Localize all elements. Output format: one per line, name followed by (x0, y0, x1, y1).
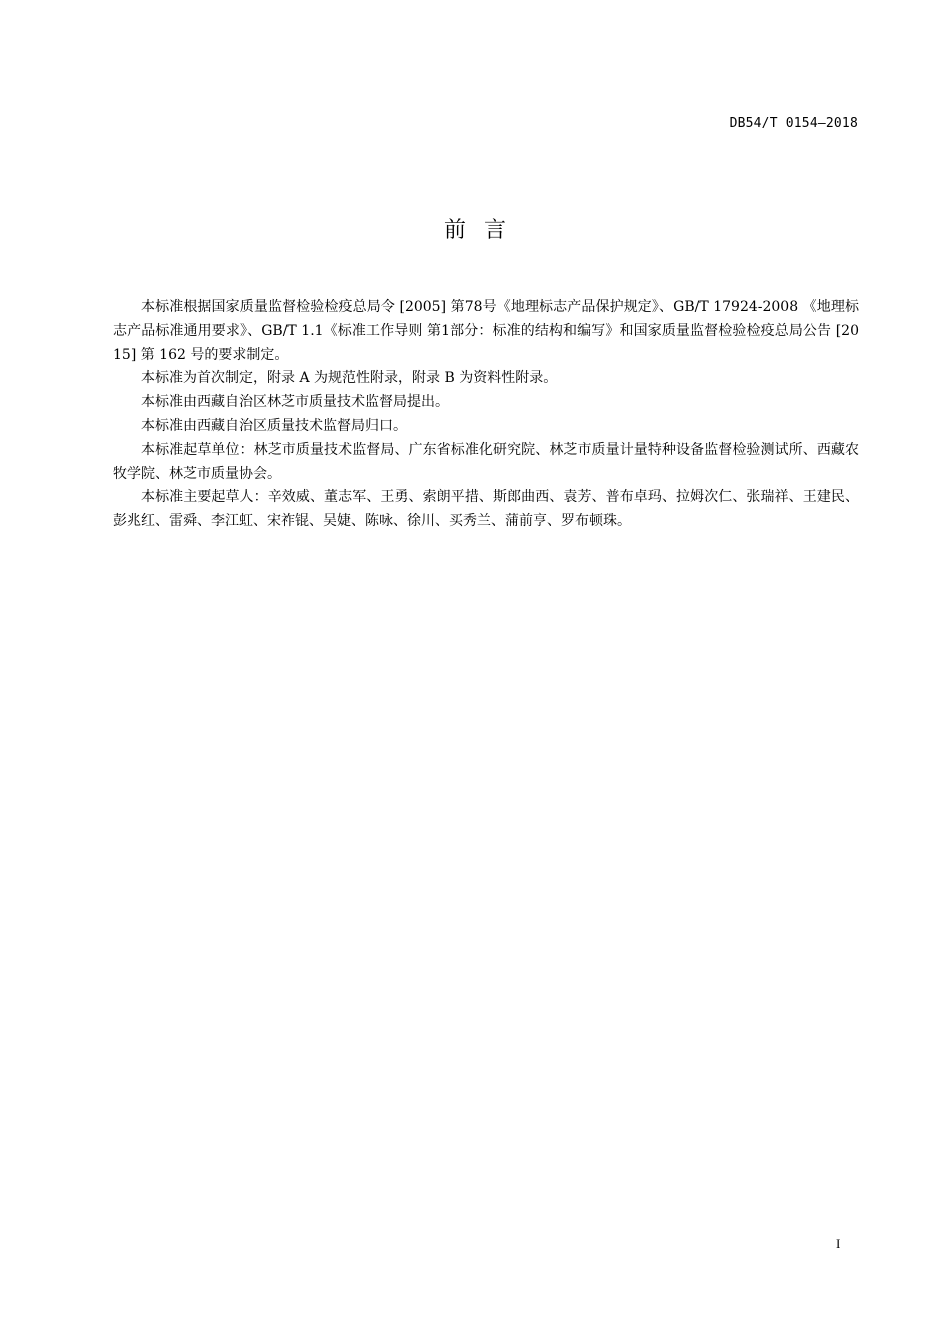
paragraph-basis: 本标准根据国家质量监督检验检疫总局令 [2005] 第78号《地理标志产品保护规定》、GB/T 17924-2008 《地理标志产品标准通用要求》、GB/T 1.1《标准工作导则 第1部分：标准的结构和编写》和国家质量监督检验检疫总局公告 [2015] 第 162 号的要求制定。 (113, 299, 859, 363)
page-number: I (836, 1236, 841, 1251)
paragraph-drafting-units: 本标准起草单位：林芝市质量技术监督局、广东省标准化研究院、林芝市质量计量特种设备监督检验测试所、西藏农牧学院、林芝市质量协会。 (113, 441, 859, 482)
paragraph-proposer: 本标准由西藏自治区林芝市质量技术监督局提出。 (141, 394, 449, 411)
document-body (113, 296, 859, 534)
paragraph-centralized: 本标准由西藏自治区质量技术监督局归口。 (141, 417, 407, 434)
paragraph-appendix: 本标准为首次制定，附录 A 为规范性附录，附录 B 为资料性附录。 (141, 370, 558, 387)
page-title: 前言 (443, 218, 524, 243)
document-number: DB54/T 0154—2018 (729, 116, 858, 131)
paragraph-drafters: 本标准主要起草人：辛效威、董志军、王勇、索朗平措、斯郎曲西、袁芳、普布卓玛、拉姆次仁、张瑞祥、王建民、彭兆红、雷舜、李江虹、宋祚锟、吴婕、陈咏、徐川、买秀兰、蒲前亨、罗布顿珠。 (113, 489, 859, 530)
